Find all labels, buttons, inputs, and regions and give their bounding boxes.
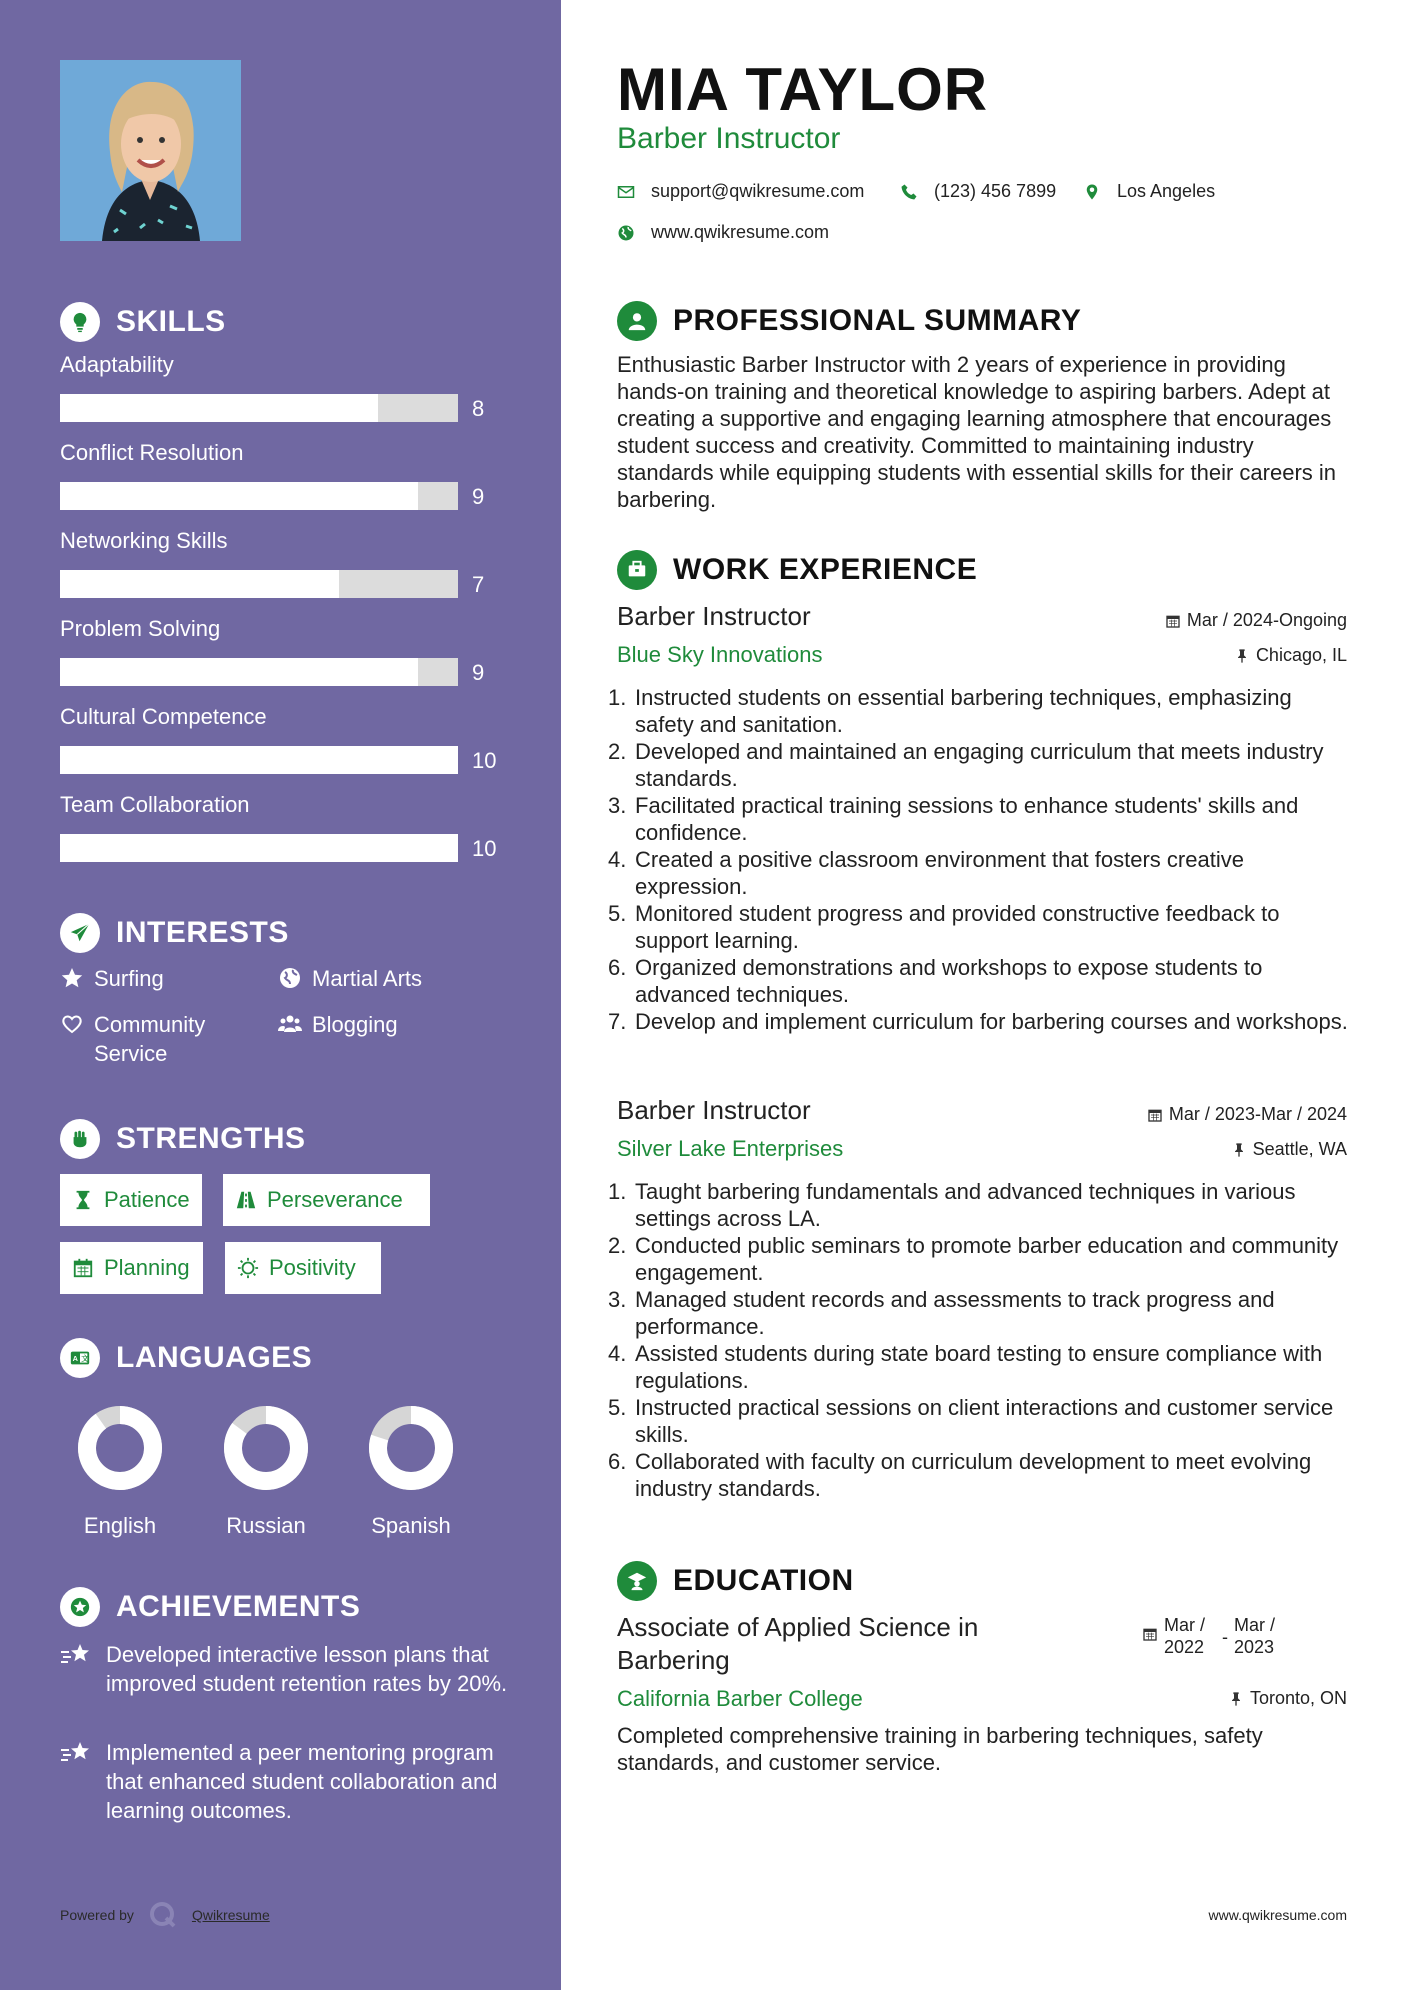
degree-line: Associate of Applied Science in — [617, 1612, 979, 1642]
website-text: www.qwikresume.com — [651, 222, 830, 242]
languages-title: LANGUAGES — [116, 1341, 313, 1374]
education-description: Completed comprehensive training in barbering techniques, safety standards, and customer service. — [617, 1723, 1263, 1775]
powered-by-label: Powered by — [60, 1907, 134, 1923]
skill-name: Team Collaboration — [60, 792, 250, 817]
education-start: Mar / 2022 — [1164, 1615, 1206, 1657]
skill-bar-fill — [60, 570, 339, 598]
skill-item — [60, 528, 500, 597]
calendar-icon — [1165, 613, 1181, 629]
strength-label: Patience — [104, 1187, 190, 1212]
interest-label: Community Service — [94, 1012, 206, 1066]
skill-item — [60, 440, 500, 509]
globe-icon — [617, 224, 635, 242]
skill-bar-fill — [60, 482, 418, 510]
school-name: California Barber College — [617, 1686, 863, 1711]
job-bullet: 4. Created a positive classroom environment that fosters creative expression. — [608, 847, 1244, 899]
job-bullet: 2. Conducted public seminars to promote barber education and community engagement. — [608, 1233, 1339, 1285]
sun-icon — [237, 1257, 259, 1279]
school-location-text: Toronto, ON — [1249, 1688, 1347, 1708]
skill-bar — [60, 658, 458, 686]
paper-plane-icon — [60, 913, 100, 953]
strength-badge — [223, 1174, 430, 1226]
email-text: support@qwikresume.com — [651, 181, 865, 201]
pushpin-icon — [1234, 648, 1250, 664]
language-icon — [60, 1338, 100, 1378]
language-donut — [223, 1405, 309, 1491]
graduate-icon — [617, 1561, 657, 1601]
skill-item — [60, 352, 500, 421]
language-name: Russian — [226, 1513, 306, 1538]
job-location-text: Seattle, WA — [1252, 1139, 1347, 1159]
skill-level: 7 — [472, 572, 485, 597]
candidate-role: Barber Instructor — [617, 122, 841, 155]
job-bullet: 5. Instructed practical sessions on client interactions and customer service skills. — [608, 1395, 1334, 1447]
interest-label: Martial Arts — [312, 966, 423, 991]
heart-icon — [60, 1012, 84, 1036]
hourglass-icon — [72, 1189, 94, 1211]
skill-bar — [60, 394, 458, 422]
skill-level: 9 — [472, 660, 485, 685]
map-pin-icon — [1083, 183, 1101, 201]
job-bullet: 1. Taught barbering fundamentals and advanced techniques in various settings across LA. — [608, 1179, 1296, 1231]
powered-by — [60, 1900, 270, 1930]
briefcase-icon — [617, 550, 657, 590]
skill-name: Adaptability — [60, 352, 174, 377]
job-bullet: 3. Managed student records and assessments to track progress and performance. — [608, 1287, 1275, 1339]
summary-text: Enthusiastic Barber Instructor with 2 years of experience in providing hands-on training and theoretical knowledge to aspiring barbers. Adept at creating a supportive and engaging learning atmosphere that encourages student success and creativity. Committed to maintaining industry standards while equipping students with essential skills for their careers in barbering. — [617, 352, 1337, 512]
language-item — [196, 1405, 336, 1539]
job-dates — [1147, 1104, 1347, 1125]
skill-bar — [60, 746, 458, 774]
interest-item — [278, 964, 422, 993]
phone-icon — [900, 183, 918, 201]
contact-phone[interactable] — [900, 181, 1056, 202]
achievement-text: Developed interactive lesson plans that improved student retention rates by 20%. — [106, 1642, 508, 1696]
job-dates — [1165, 610, 1347, 631]
strength-label: Positivity — [269, 1255, 356, 1280]
education-dates: Mar / 2022 - Mar / 2023 — [1142, 1614, 1275, 1658]
job-dates-text: Mar / 2024-Ongoing — [1186, 610, 1347, 630]
achievement-item — [60, 1640, 510, 1698]
education-end: Mar / 2023 — [1234, 1615, 1276, 1657]
skill-bar-fill — [60, 746, 458, 774]
skill-bar-fill — [60, 658, 418, 686]
interest-label: Surfing — [94, 966, 164, 991]
job-location — [1231, 1139, 1347, 1160]
contact-location — [1083, 181, 1215, 202]
user-icon — [617, 301, 657, 341]
skill-item — [60, 792, 500, 861]
school-location — [1228, 1688, 1347, 1709]
summary-title: PROFESSIONAL SUMMARY — [673, 304, 1082, 337]
skill-item — [60, 616, 500, 685]
skill-name: Cultural Competence — [60, 704, 267, 729]
svg-text:A: A — [72, 1353, 78, 1363]
job-bullet: 1. Instructed students on essential barbering techniques, emphasizing safety and sanitation. — [608, 685, 1292, 737]
skill-item — [60, 704, 500, 773]
job-bullets — [608, 684, 1353, 1035]
strengths-heading — [60, 1119, 306, 1159]
calendar-icon — [1147, 1107, 1163, 1123]
skill-bar-fill — [60, 394, 378, 422]
job-bullets — [608, 1178, 1353, 1502]
job-bullet: 7. Develop and implement curriculum for barbering courses and workshops. — [608, 1009, 1348, 1034]
fist-icon — [60, 1119, 100, 1159]
skill-name: Problem Solving — [60, 616, 221, 641]
interests-title: INTERESTS — [116, 916, 289, 949]
summary-heading — [617, 300, 1081, 342]
skills-heading — [60, 302, 226, 342]
skill-level: 10 — [472, 748, 497, 773]
job-bullet: 4. Assisted students during state board testing to ensure compliance with regulations. — [608, 1341, 1323, 1393]
pushpin-icon — [1228, 1691, 1244, 1707]
interests-heading — [60, 913, 289, 953]
skills-title: SKILLS — [116, 305, 226, 338]
strength-badge — [60, 1174, 202, 1226]
skill-name: Networking Skills — [60, 528, 228, 553]
interest-item — [60, 964, 164, 993]
interest-item — [278, 1010, 398, 1039]
contact-email[interactable] — [617, 181, 864, 202]
qwikresume-logo-icon — [148, 1900, 178, 1930]
language-donut — [77, 1405, 163, 1491]
svg-text:文: 文 — [81, 1353, 89, 1363]
star-icon — [60, 966, 84, 990]
calendar-icon — [1142, 1626, 1158, 1642]
skill-level: 8 — [472, 396, 485, 421]
skill-bar-fill — [60, 834, 458, 862]
education-heading — [617, 1560, 854, 1602]
shooting-star-icon — [60, 1740, 92, 1766]
qwikresume-link[interactable]: Qwikresume — [191, 1907, 270, 1923]
languages-heading — [60, 1338, 312, 1378]
job-dates-text: Mar / 2023-Mar / 2024 — [1168, 1104, 1347, 1124]
language-donut — [368, 1405, 454, 1491]
job-title: Barber Instructor — [617, 1095, 811, 1125]
work-title: WORK EXPERIENCE — [673, 553, 978, 586]
profile-photo — [60, 60, 241, 241]
achievements-title: ACHIEVEMENTS — [116, 1590, 361, 1623]
globe-icon — [278, 966, 302, 990]
envelope-icon — [617, 183, 635, 201]
job-bullet: 6. Collaborated with faculty on curriculum development to meet evolving industry standards. — [608, 1449, 1312, 1501]
job-company: Silver Lake Enterprises — [617, 1136, 844, 1161]
job-title: Barber Instructor — [617, 601, 811, 631]
achievements-heading — [60, 1587, 360, 1627]
job-bullet: 6. Organized demonstrations and workshops to expose students to advanced techniques. — [608, 955, 1263, 1007]
candidate-name: MIA TAYLOR — [617, 56, 989, 123]
job-bullet: 2. Developed and maintained an engaging curriculum that meets industry standards. — [608, 739, 1324, 791]
sidebar — [0, 0, 561, 1990]
language-item — [50, 1405, 190, 1539]
lightbulb-icon — [60, 302, 100, 342]
job-location-text: Chicago, IL — [1255, 645, 1347, 665]
location-text: Los Angeles — [1117, 181, 1216, 201]
strengths-title: STRENGTHS — [116, 1122, 306, 1155]
strength-label: Planning — [104, 1255, 190, 1280]
users-icon — [278, 1012, 302, 1036]
strength-badge — [60, 1242, 203, 1294]
pushpin-icon — [1231, 1142, 1247, 1158]
strength-badge — [225, 1242, 381, 1294]
degree-line: Barbering — [617, 1645, 730, 1675]
job-company: Blue Sky Innovations — [617, 642, 823, 667]
skill-bar — [60, 570, 458, 598]
degree-title — [617, 1611, 978, 1677]
work-heading — [617, 549, 977, 591]
interest-label: Blogging — [312, 1012, 398, 1037]
skill-level: 9 — [472, 484, 485, 509]
language-item — [341, 1405, 481, 1539]
job-bullet: 5. Monitored student progress and provided constructive feedback to support learning. — [608, 901, 1280, 953]
road-icon — [235, 1189, 257, 1211]
achievement-text: Implemented a peer mentoring program that enhanced student collaboration and learning outcomes. — [106, 1740, 498, 1823]
language-name: English — [83, 1513, 157, 1538]
skill-bar — [60, 482, 458, 510]
calendar-icon — [72, 1257, 94, 1279]
skill-bar — [60, 834, 458, 862]
education-title: EDUCATION — [673, 1564, 854, 1597]
strength-label: Perseverance — [267, 1187, 403, 1212]
contact-website[interactable] — [617, 222, 829, 243]
skill-level: 10 — [472, 836, 497, 861]
job-bullet: 3. Facilitated practical training sessions to enhance students' skills and confidence. — [608, 793, 1299, 845]
shooting-star-icon — [60, 1642, 92, 1668]
language-name: Spanish — [371, 1513, 451, 1538]
footer-url[interactable]: www.qwikresume.com — [1208, 1907, 1347, 1923]
interest-item — [60, 1010, 230, 1068]
job-location — [1234, 645, 1347, 666]
achievement-item — [60, 1738, 510, 1825]
phone-text: (123) 456 7899 — [934, 181, 1057, 201]
skill-name: Conflict Resolution — [60, 440, 244, 465]
star-badge-icon — [60, 1587, 100, 1627]
